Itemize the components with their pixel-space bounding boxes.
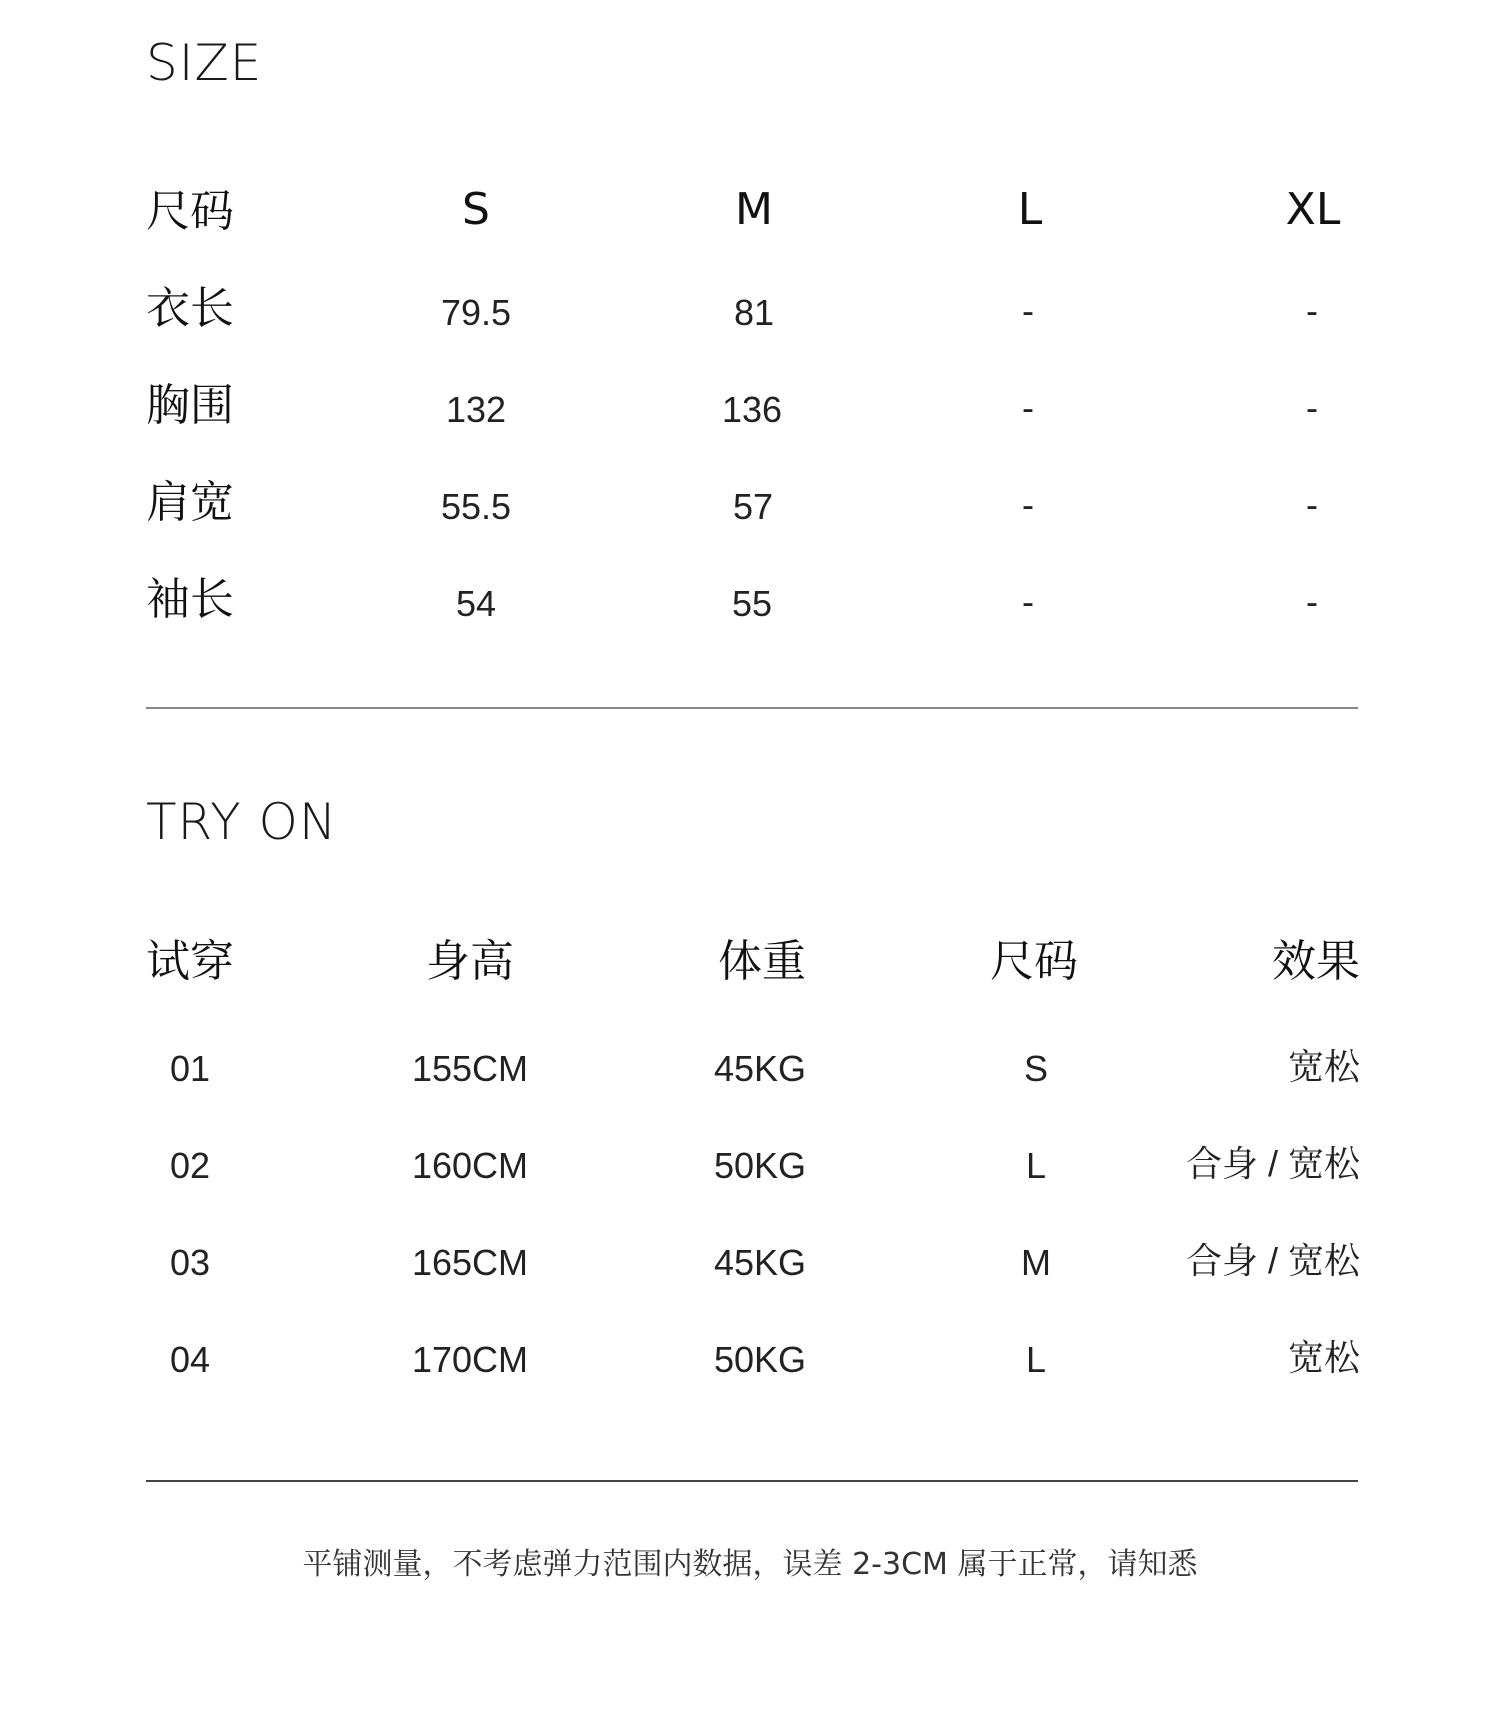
try-on-fit: 合身 / 宽松 xyxy=(1185,1143,1360,1184)
size-cell: 54 xyxy=(455,583,497,624)
try-on-id: 02 xyxy=(170,1145,211,1186)
try-on-section-title: TRY ON xyxy=(146,793,338,851)
try-on-height: 155CM xyxy=(411,1048,529,1089)
try-on-id: 01 xyxy=(170,1048,211,1089)
try-on-fit: 宽松 xyxy=(1287,1046,1360,1087)
size-cell: 55 xyxy=(731,583,773,624)
size-row-label: 肩宽 xyxy=(146,477,234,528)
try-on-weight: 50KG xyxy=(713,1339,807,1380)
size-cell: 79.5 xyxy=(440,292,512,333)
size-header-m: M xyxy=(735,184,773,235)
try-on-size: L xyxy=(1025,1339,1047,1380)
size-cell: - xyxy=(1022,387,1034,428)
try-on-id: 03 xyxy=(170,1242,211,1283)
try-on-weight: 45KG xyxy=(713,1048,807,1089)
size-header-s: S xyxy=(462,184,490,235)
measurement-footnote: 平铺测量，不考虑弹力范围内数据，误差 2-3CM 属于正常，请知悉 xyxy=(302,1547,1198,1582)
size-cell: - xyxy=(1306,387,1318,428)
try-on-size: M xyxy=(1021,1242,1051,1283)
size-header-xl: XL xyxy=(1285,184,1341,235)
try-on-height: 160CM xyxy=(411,1145,529,1186)
size-cell: - xyxy=(1022,290,1034,331)
try-on-weight: 50KG xyxy=(713,1145,807,1186)
try-on-height: 165CM xyxy=(411,1242,529,1283)
size-cell: - xyxy=(1022,484,1034,525)
size-corner-label: 尺码 xyxy=(146,186,234,237)
size-header-l: L xyxy=(1017,184,1043,235)
try-on-header-size: 尺码 xyxy=(990,936,1078,987)
size-row-label: 袖长 xyxy=(146,574,234,625)
try-on-header-trial: 试穿 xyxy=(146,936,234,987)
try-on-size: S xyxy=(1023,1048,1049,1089)
try-on-header-height: 身高 xyxy=(426,936,514,987)
try-on-section-divider xyxy=(146,1480,1358,1482)
try-on-id: 04 xyxy=(170,1339,211,1380)
try-on-weight: 45KG xyxy=(713,1242,807,1283)
try-on-header-weight: 体重 xyxy=(718,936,806,987)
size-cell: - xyxy=(1306,581,1318,622)
size-cell: 55.5 xyxy=(440,486,512,527)
size-cell: - xyxy=(1022,581,1034,622)
size-row-label: 胸围 xyxy=(146,380,234,431)
try-on-height: 170CM xyxy=(411,1339,529,1380)
size-cell: 136 xyxy=(721,389,783,430)
size-section-title: SIZE xyxy=(146,34,263,92)
try-on-fit: 合身 / 宽松 xyxy=(1185,1240,1360,1281)
try-on-header-fit: 效果 xyxy=(1272,936,1360,987)
size-section-divider xyxy=(146,707,1358,709)
size-cell: 132 xyxy=(445,389,507,430)
size-row-label: 衣长 xyxy=(146,283,234,334)
try-on-fit: 宽松 xyxy=(1287,1337,1360,1378)
size-cell: 81 xyxy=(733,292,775,333)
size-cell: 57 xyxy=(732,486,774,527)
size-cell: - xyxy=(1306,484,1318,525)
try-on-size: L xyxy=(1025,1145,1047,1186)
size-cell: - xyxy=(1306,290,1318,331)
